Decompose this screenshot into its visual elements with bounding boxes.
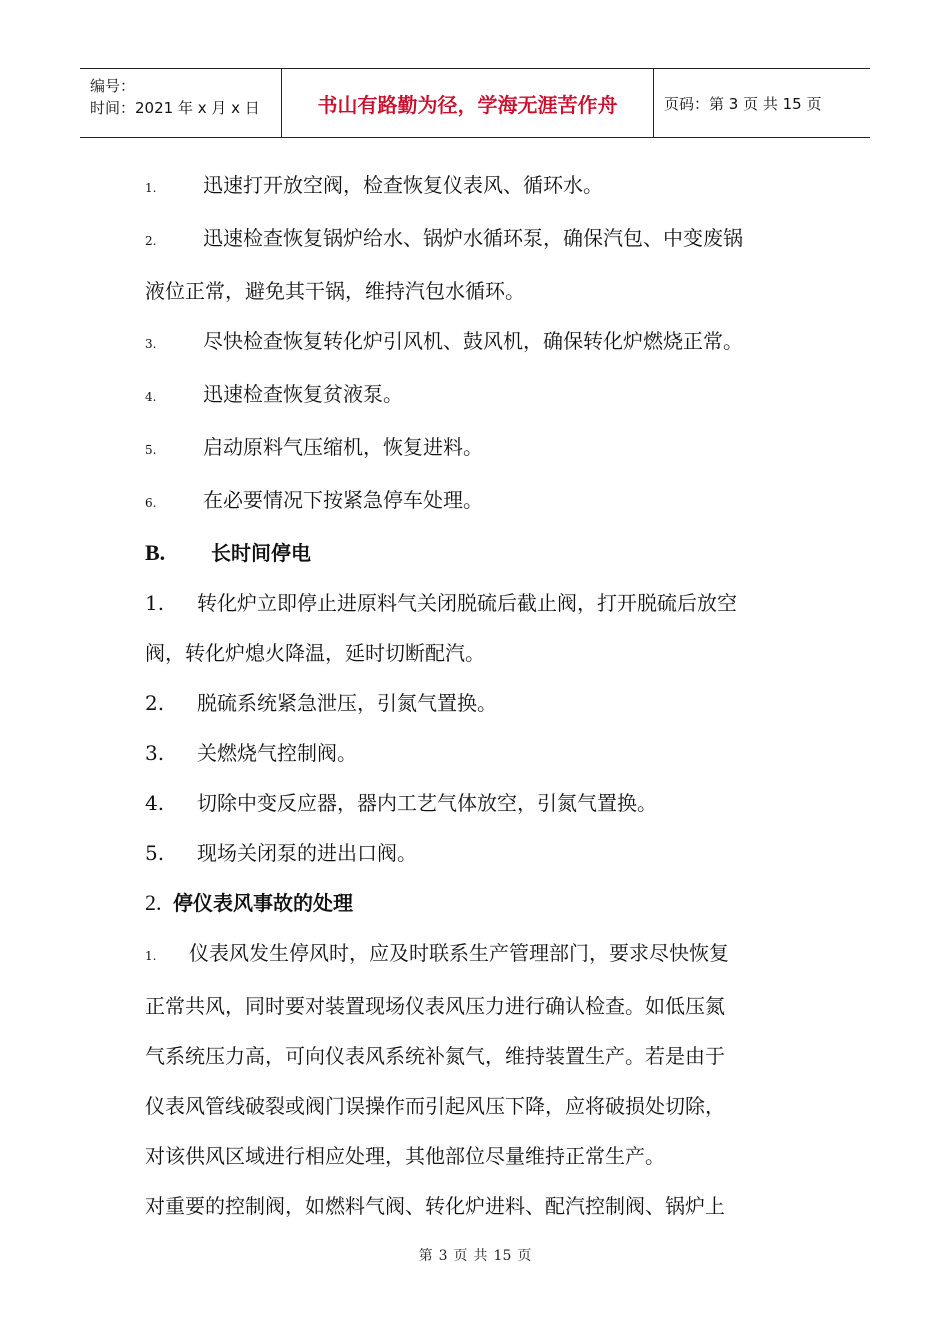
list-item: 4. 切除中变反应器，器内工艺气体放空，引氮气置换。 (145, 791, 657, 815)
paragraph-line: 正常共风，同时要对装置现场仪表风压力进行确认检查。如低压氮 (145, 994, 725, 1018)
section-heading-b: B. 长时间停电 (145, 540, 311, 565)
list-item: 1. 仪表风发生停风时，应及时联系生产管理部门，要求尽快恢复 (145, 941, 729, 965)
list-item-continuation: 阀，转化炉熄火降温，延时切断配汽。 (145, 641, 485, 665)
list-item: 6. 在必要情况下按紧急停车处理。 (145, 488, 483, 512)
date-text: 时间：2021 年 x 月 x 日 (90, 99, 260, 117)
page-header (80, 68, 870, 138)
header-left-cell (80, 69, 282, 137)
list-item: 5. 启动原料气压缩机，恢复进料。 (145, 435, 483, 459)
document-body (145, 160, 825, 1231)
page-number: 3 (438, 1248, 448, 1264)
list-item: 3. 关燃烧气控制阀。 (145, 741, 357, 765)
paragraph-line: 气系统压力高，可向仪表风系统补氮气，维持装置生产。若是由于 (145, 1044, 725, 1068)
total-pages: 15 (493, 1248, 512, 1264)
list-item: 2. 脱硫系统紧急泄压，引氮气置换。 (145, 691, 497, 715)
list-item: 1. 转化炉立即停止进原料气关闭脱硫后截止阀，打开脱硫后放空 (145, 591, 737, 615)
paragraph-line: 对该供风区域进行相应处理，其他部位尽量维持正常生产。 (145, 1144, 665, 1168)
list-item: 4. 迅速检查恢复贫液泵。 (145, 382, 403, 406)
section-heading-2: 2. 停仪表风事故的处理 (145, 890, 353, 915)
list-item: 2. 迅速检查恢复锅炉给水、锅炉水循环泵，确保汽包、中变废锅 (145, 226, 743, 250)
list-item-continuation: 液位正常，避免其干锅，维持汽包水循环。 (145, 279, 525, 303)
list-item: 3. 尽快检查恢复转化炉引风机、鼓风机，确保转化炉燃烧正常。 (145, 329, 743, 353)
list-item: 1. 迅速打开放空阀，检查恢复仪表风、循环水。 (145, 173, 603, 197)
list-item: 5. 现场关闭泵的进出口阀。 (145, 841, 417, 865)
paragraph-line: 仪表风管线破裂或阀门误操作而引起风压下降，应将破损处切除， (145, 1094, 725, 1118)
motto: 书山有路勤为径，学海无涯苦作舟 (282, 69, 654, 137)
page-info: 页码：第 3 页 共 15 页 (664, 94, 822, 113)
paragraph-line: 对重要的控制阀，如燃料气阀、转化炉进料、配汽控制阀、锅炉上 (145, 1194, 725, 1218)
code-label: 编号： (90, 77, 136, 95)
page-footer: 第 3 页 共 15 页 (418, 1248, 532, 1264)
